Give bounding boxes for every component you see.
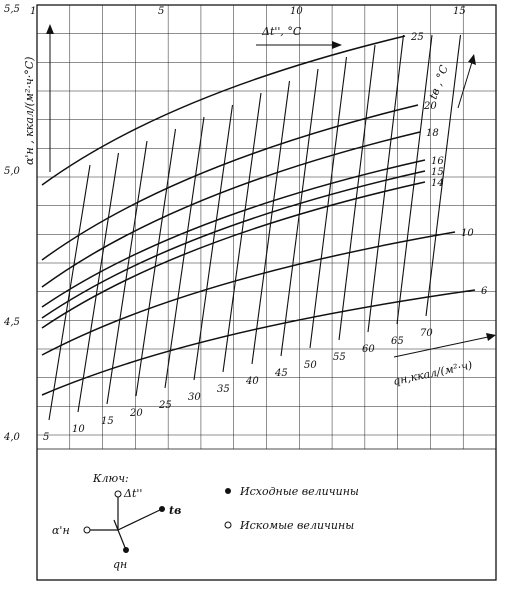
key-line-down — [114, 520, 126, 550]
q-tick: 40 — [246, 376, 259, 387]
left-axis — [3, 4, 21, 443]
key-title: Ключ: — [93, 472, 129, 485]
top-tick: 10 — [290, 6, 303, 17]
dt-axis-label: Δt'', °C — [262, 25, 302, 38]
left-tick: 4,5 — [4, 317, 20, 328]
q-arrow — [394, 337, 488, 357]
top-tick: 5 — [158, 6, 165, 17]
top-tick: 15 — [453, 6, 466, 17]
key-left-hollow-dot — [84, 527, 90, 533]
q-tick: 65 — [391, 336, 404, 347]
q-tick: 45 — [275, 368, 288, 379]
tb-curve — [42, 36, 405, 185]
alpha-axis-label: α'н , ккал/(м²·ч·°С) — [23, 56, 36, 165]
hollow-legend-label: Искомые величины — [240, 519, 355, 532]
key-top-hollow-dot — [115, 491, 121, 497]
top-axis — [30, 6, 466, 17]
q-tick: 55 — [333, 352, 346, 363]
q-tick: 60 — [362, 344, 375, 355]
left-tick: 5,0 — [4, 166, 20, 177]
alpha-arrowhead — [46, 24, 54, 34]
tb-tick: 14 — [431, 178, 444, 189]
q-line — [252, 81, 290, 364]
tb-tick: 20 — [424, 101, 437, 112]
key-left-label: α'н — [52, 524, 70, 537]
key-top-label: Δt'' — [124, 487, 143, 500]
q-tick: 70 — [420, 328, 433, 339]
legend — [52, 472, 359, 571]
tb-tick: 18 — [426, 128, 439, 139]
key-bottom-filled-dot — [123, 547, 129, 553]
filled-legend-label: Исходные величины — [240, 485, 359, 498]
q-tick: 35 — [217, 384, 230, 395]
q-tick: 15 — [101, 416, 114, 427]
q-axis-label: qн,ккал/(м²·ч) — [391, 358, 474, 388]
filled-legend-dot — [225, 488, 231, 494]
tb-arrowhead — [468, 54, 476, 65]
q-tick: 25 — [159, 400, 172, 411]
q-tick: 10 — [72, 424, 85, 435]
q-line — [339, 45, 375, 340]
q-tick: 20 — [130, 408, 143, 419]
left-tick: 4,0 — [4, 432, 20, 443]
tb-axis-label: tв , °С — [426, 63, 451, 102]
key-bottom-label: qн — [113, 558, 128, 571]
q-tick: 5 — [43, 432, 50, 443]
q-line — [397, 35, 432, 324]
q-labels — [43, 328, 433, 443]
left-tick: 5,5 — [4, 4, 20, 15]
key-right-label: tв — [169, 504, 182, 517]
tb-tick: 6 — [481, 286, 488, 297]
q-lines — [49, 35, 461, 420]
tb-tick: 15 — [431, 167, 444, 178]
tb-tick: 16 — [431, 156, 444, 167]
key-line-right — [118, 509, 162, 530]
tb-tick: 25 — [411, 32, 424, 43]
dt-arrowhead — [332, 41, 342, 49]
q-tick: 50 — [304, 360, 317, 371]
tb-curve — [42, 132, 420, 287]
q-tick: 30 — [188, 392, 201, 403]
hollow-legend-dot — [225, 522, 231, 528]
q-arrowhead — [486, 333, 496, 341]
key-right-filled-dot — [159, 506, 165, 512]
top-tick: 1 — [30, 6, 37, 17]
tb-arrow — [458, 62, 472, 108]
tb-tick: 10 — [461, 228, 474, 239]
